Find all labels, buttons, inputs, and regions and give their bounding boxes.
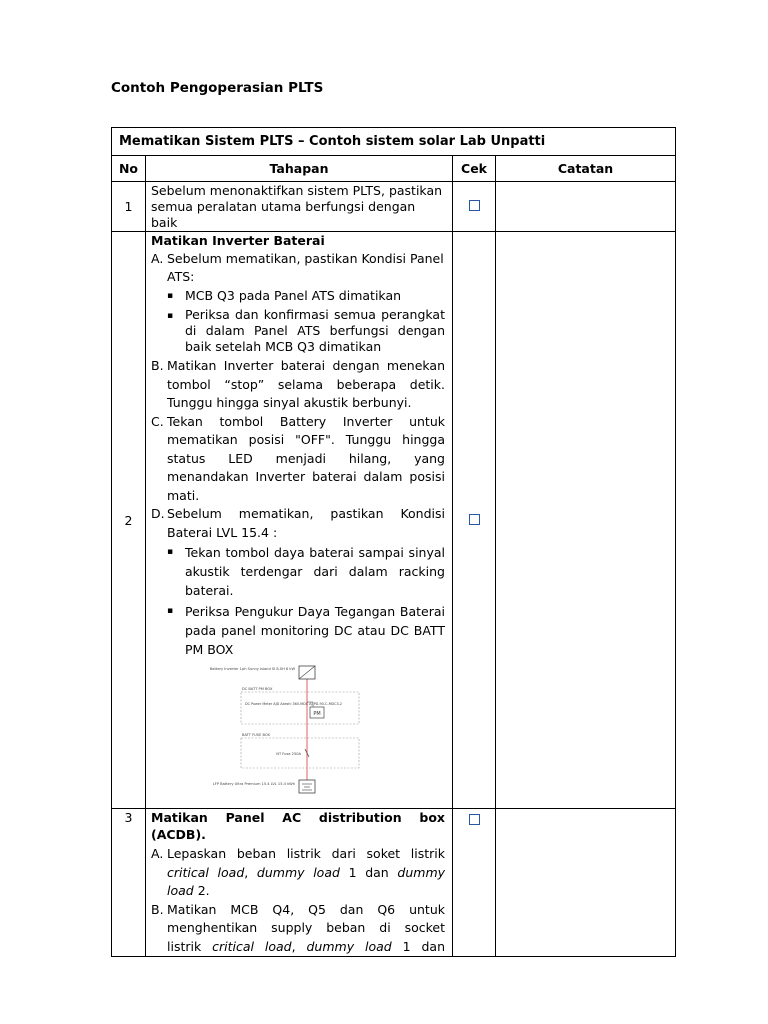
step-title: (ACDB). — [151, 827, 206, 842]
notes-cell[interactable] — [496, 232, 676, 809]
battery-symbol — [299, 780, 315, 793]
dc-batt-pm-box-label: DC BATT PM BOX — [242, 687, 273, 691]
sub-step-text: Matikan Inverter baterai dengan menekan tombol “stop” selama beberapa detik. Tunggu hingga sinyal akustik berbunyi. — [167, 358, 445, 410]
sub-step-label: C. — [151, 413, 164, 429]
step-text: semua peralatan utama berfungsi dengan baik — [151, 199, 416, 230]
table-header-row — [112, 156, 676, 182]
table-row — [112, 809, 676, 957]
bullet-text: Periksa dan konfirmasi semua perangkat di dalam Panel ATS berfungsi dengan baik setelah MCB Q3 dimatikan — [185, 307, 445, 354]
sub-step-text: Tekan tombol Battery Inverter untuk mematikan posisi "OFF". Tunggu hingga status LED menjadi hilang, yang menandakan Inverter baterai dalam posisi mati. — [167, 413, 445, 503]
sub-step-label: A. — [151, 251, 164, 266]
pm-device-label: DC Power Meter AJD Akeshi 360-MDC AJ-PD-90-C-MDC3-2 — [245, 702, 343, 706]
step-title: Matikan Panel AC distribution box — [151, 810, 445, 825]
bullet-text: Periksa Pengukur Daya Tegangan Baterai pada panel monitoring DC atau DC BATT PM BOX — [185, 604, 445, 657]
header-notes: Catatan — [496, 156, 676, 182]
inverter-label: Battery Inverter 1ph Sunny Island SI 8.0H 6 kW — [209, 667, 295, 671]
check-cell[interactable] — [453, 182, 496, 232]
bullet-item — [167, 287, 445, 305]
notes-cell[interactable] — [496, 809, 676, 957]
bullet-item — [167, 307, 445, 355]
sub-step-a — [151, 250, 445, 286]
notes-cell[interactable] — [496, 182, 676, 232]
sub-step-text: menghentikan supply beban di socket — [167, 920, 445, 935]
sub-step-text: Sebelum mematikan, pastikan Kondisi Panel ATS: — [167, 251, 444, 284]
checkbox-icon[interactable] — [469, 200, 480, 211]
header-check: Cek — [453, 156, 496, 182]
document-title: Contoh Pengoperasian PLTS — [111, 80, 324, 96]
bullet-item — [167, 602, 445, 659]
table-row — [112, 182, 676, 232]
batt-fuse-box-label: BATT FUSE BOX — [242, 733, 270, 737]
sub-step-text: Lepaskan beban listrik dari soket listrik — [167, 846, 445, 861]
battery-wiring-diagram — [209, 665, 373, 803]
dc-batt-pm-box — [241, 692, 359, 724]
sub-step-label: A. — [151, 846, 164, 861]
checkbox-icon[interactable] — [469, 814, 480, 825]
sub-step-text: Sebelum mematikan, pastikan Kondisi Baterai LVL 15.4 : — [167, 506, 445, 540]
check-cell[interactable] — [453, 809, 496, 957]
row-number: 2 — [112, 232, 146, 809]
procedure-table — [111, 127, 676, 957]
sub-step-label: B. — [151, 901, 164, 917]
step-text: Sebelum menonaktifkan sistem PLTS, pastikan — [151, 183, 443, 198]
sub-step-d — [151, 505, 445, 542]
table-row — [112, 232, 676, 809]
bullet-icon: ▪ — [167, 311, 174, 321]
battery-label: LFP Battery Ultra Premium 15.4 LVL 15.4 kWh — [212, 782, 295, 786]
bullet-icon: ▪ — [167, 547, 174, 557]
sub-step-b — [151, 901, 445, 957]
header-no: No — [112, 156, 146, 182]
header-steps: Tahapan — [146, 156, 453, 182]
fuse-label: NT Fuse 250A — [276, 752, 301, 756]
sub-step-label: B. — [151, 358, 164, 373]
row-number: 1 — [112, 182, 146, 232]
bullet-icon: ▪ — [167, 606, 174, 616]
sub-step-text: load 2. — [167, 883, 210, 898]
check-cell[interactable] — [453, 232, 496, 809]
sub-step-text: critical load, dummy load 1 dan dummy — [167, 864, 446, 880]
sub-step-text: listrik critical load, dummy load 1 dan — [167, 938, 446, 954]
sub-step-label: D. — [151, 506, 165, 521]
bullet-text: MCB Q3 pada Panel ATS dimatikan — [185, 288, 402, 303]
bullet-icon: ▪ — [167, 291, 174, 301]
bullet-text: Tekan tombol daya baterai sampai sinyal akustik terdengar dari dalam racking baterai. — [185, 545, 445, 598]
pm-label: PM — [313, 711, 321, 717]
sub-step-c — [151, 413, 445, 506]
sub-step-b — [151, 357, 445, 413]
sub-step-text: Matikan MCB Q4, Q5 dan Q6 untuk — [167, 901, 445, 917]
table-caption: Mematikan Sistem PLTS – Contoh sistem solar Lab Unpatti — [112, 128, 676, 156]
bullet-item — [167, 543, 445, 600]
step-title: Matikan Inverter Baterai — [151, 233, 325, 248]
checkbox-icon[interactable] — [469, 514, 480, 525]
row-number: 3 — [112, 809, 146, 957]
sub-step-a — [151, 845, 445, 901]
